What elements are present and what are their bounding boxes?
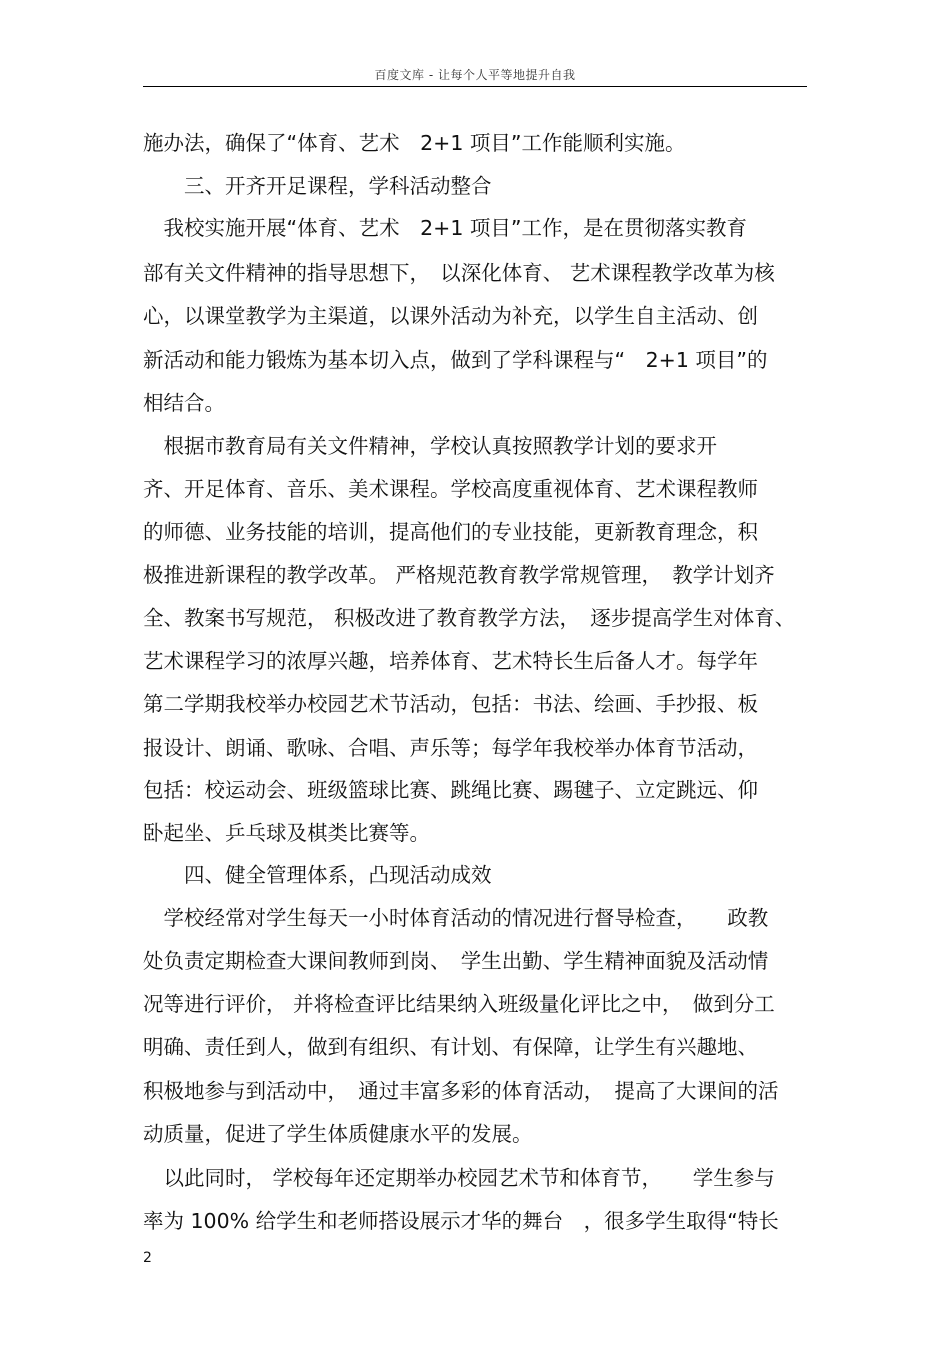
text-line: 以此同时， 学校每年还定期举办校园艺术节和体育节， 学生参与 [143, 1166, 775, 1190]
section-heading: 三、开齐开足课程，学科活动整合 [143, 174, 492, 198]
text-line: 相结合。 [143, 391, 225, 415]
text-line: 率为 100% 给学生和老师搭设展示才华的舞台 ，很多学生取得“特长 [143, 1209, 779, 1233]
text-line: 况等进行评价， 并将检查评比结果纳入班级量化评比之中， 做到分工 [143, 992, 775, 1016]
text-line: 心，以课堂教学为主渠道，以课外活动为补充，以学生自主活动、创 [143, 304, 758, 328]
text-line: 部有关文件精神的指导思想下， 以深化体育、 艺术课程教学改革为核 [143, 261, 775, 285]
section-heading: 四、健全管理体系，凸现活动成效 [143, 863, 492, 887]
page-header: 百度文库 - 让每个人平等地提升自我 [374, 68, 576, 82]
text-line: 的师德、业务技能的培训，提高他们的专业技能，更新教育理念，积 [143, 520, 758, 544]
text-line: 报设计、朗诵、歌咏、合唱、声乐等；每学年我校举办体育节活动， [143, 736, 758, 760]
text-line: 动质量，促进了学生体质健康水平的发展。 [143, 1122, 533, 1146]
text-line: 学校经常对学生每天一小时体育活动的情况进行督导检查， 政教 [143, 906, 769, 930]
text-line: 全、教案书写规范， 积极改进了教育教学方法， 逐步提高学生对体育、 [143, 606, 796, 630]
text-line: 包括：校运动会、班级篮球比赛、跳绳比赛、踢毽子、立定跳远、仰 [143, 778, 758, 802]
text-line: 卧起坐、乒乓球及棋类比赛等。 [143, 821, 430, 845]
text-line: 施办法，确保了“体育、艺术 2+1 项目”工作能顺利实施。 [143, 131, 686, 155]
text-line: 我校实施开展“体育、艺术 2+1 项目”工作，是在贯彻落实教育 [143, 216, 748, 240]
header-divider [143, 86, 807, 87]
text-line: 根据市教育局有关文件精神，学校认真按照教学计划的要求开 [143, 434, 717, 458]
text-line: 第二学期我校举办校园艺术节活动，包括：书法、绘画、手抄报、板 [143, 692, 758, 716]
text-line: 艺术课程学习的浓厚兴趣，培养体育、艺术特长生后备人才。每学年 [143, 649, 758, 673]
page-number: 2 [143, 1250, 152, 1266]
text-line: 积极地参与到活动中， 通过丰富多彩的体育活动， 提高了大课间的活 [143, 1079, 779, 1103]
text-line: 新活动和能力锻炼为基本切入点，做到了学科课程与“ 2+1 项目”的 [143, 348, 768, 372]
text-line: 明确、责任到人，做到有组织、有计划、有保障，让学生有兴趣地、 [143, 1035, 758, 1059]
text-line: 齐、开足体育、音乐、美术课程。学校高度重视体育、艺术课程教师 [143, 477, 758, 501]
text-line: 处负责定期检查大课间教师到岗、 学生出勤、学生精神面貌及活动情 [143, 949, 769, 973]
text-line: 极推进新课程的教学改革。 严格规范教育教学常规管理， 教学计划齐 [143, 563, 775, 587]
